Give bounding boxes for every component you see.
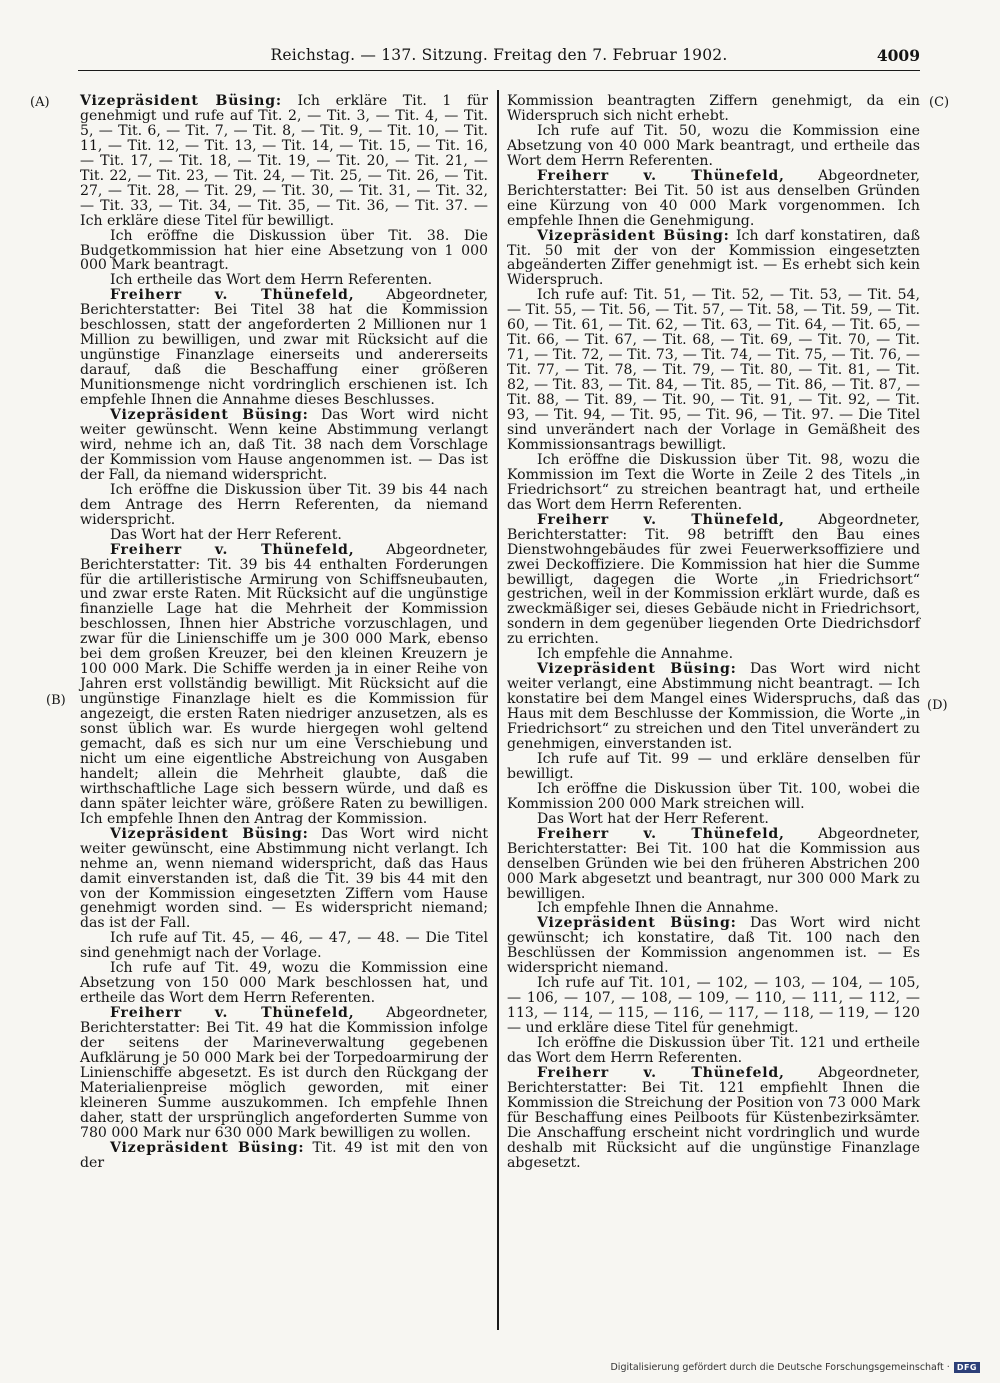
paragraph-text: Ich rufe auf: Tit. 51, — Tit. 52, — Tit. 53, — Tit. 54, — Tit. 55, — Tit. 56, — Tit. 57, — Tit. 58, — Tit. 59, — Tit. 60, — Tit. 61, — Tit. 62, — Tit. 63, — Tit. 64, — Tit. 65, — Tit. 66, — Tit. 67, — Tit. 68, — Tit. 69, — Tit. 70, — Tit. 71, — Tit. 72, — Tit. 73, — Tit. 74, — Tit. 75, — Tit. 76, — Tit. 77, — Tit. 78, — Tit. 79, — Tit. 80, — Tit. 81, — Tit. 82, — Tit. 83, — Tit. 84, — Tit. 85, — Tit. 86, — Tit. 87, — Tit. 88, — Tit. 89, — Tit. 90, — Tit. 91, — Tit. 92, — Tit. 93, — Tit. 94, — Tit. 95, — Tit. 96, — Tit. 97. — Die Titel sind unverändert nach der Vorlage in Gemäßheit des Kommissionsantrags bewilligt. [507, 287, 920, 453]
dfg-logo: DFG [954, 1362, 980, 1373]
speaker-name: Vizepräsident Büsing: [537, 915, 737, 932]
paragraph-text: Abgeordneter, Berichterstatter: Bei Tit. 100 hat die Kommission aus denselben Gründen wie bei den früheren Abstrichen 200 000 Mark abgesetzt und beantragt, nur 300 000 Mark zu bewilligen. [507, 825, 920, 902]
column-divider [497, 90, 499, 1330]
paragraph-text: Ich empfehle Ihnen die Annahme. [537, 900, 779, 917]
paragraph [80, 528, 488, 543]
paragraph-text: Ich rufe auf Tit. 49, wozu die Kommission eine Absetzung von 150 000 Mark beschlossen hat, und ertheile das Wort dem Herrn Referenten. [80, 960, 488, 1007]
paragraph [507, 288, 920, 452]
speaker-name: Freiherr v. Thünefeld, [537, 511, 785, 528]
paragraph [507, 916, 920, 976]
paragraph-text: Das Wort wird nicht weiter verlangt, eine Abstimmung nicht beantragt. — Ich konstatire bei dem Mangel eines Widerspruchs, daß das Haus mit dem Beschlusse der Kommission, die Worte „in Friedrichsort“ zu streichen und den Titel unverändert zu genehmigen, einverstanden ist. [507, 661, 920, 752]
speaker-name: Vizepräsident Büsing: [110, 825, 309, 842]
paragraph [80, 1141, 488, 1171]
paragraph-text: Ich darf konstatiren, daß Tit. 50 mit der von der Kommission eingesetzten abgeänderten Ziffer genehmigt ist. — Es erhebt sich kein Widerspruch. [507, 227, 920, 289]
paragraph [507, 647, 920, 662]
paragraph [507, 752, 920, 782]
speaker-name: Freiherr v. Thünefeld, [110, 287, 355, 304]
paragraph [507, 827, 920, 902]
speaker-name: Freiherr v. Thünefeld, [537, 167, 785, 184]
speaker-name: Freiherr v. Thünefeld, [110, 1005, 355, 1022]
paragraph [80, 229, 488, 274]
paragraph-text: Tit. 49 ist mit den von der [80, 1139, 488, 1171]
paragraph [507, 976, 920, 1036]
speaker-name: Vizepräsident Büsing: [80, 93, 282, 109]
footer [610, 1362, 980, 1373]
paragraph-text: Das Wort wird nicht weiter gewünscht. Wenn keine Abstimmung verlangt wird, nehme ich an, daß Tit. 38 nach dem Vorschlage der Kommission vom Hause angenommen ist. — Das ist der Fall, da niemand widerspricht. [80, 407, 488, 483]
paragraph [507, 812, 920, 827]
paragraph [507, 94, 920, 124]
paragraph-text: Ich eröffne die Diskussion über Tit. 38. Die Budgetkommission hat hier eine Absetzung von 1 000 000 Mark beantragt. [80, 227, 488, 274]
paragraph-text: Abgeordneter, Berichterstatter: Bei Tit. 49 hat die Kommission infolge der seitens der Marineverwaltung gegebenen Aufklärung je 50 000 Mark bei der Torpedoarmirung der Linienschiffe abgesetzt. Es ist durch den Rückgang der Materialienpreise möglich geworden, mit einer kleineren Summe auszukommen. Ich empfehle Ihnen daher, statt der ursprünglich angeforderten Summe von 780 000 Mark nur 630 000 Mark bewilligen zu wollen. [80, 1005, 488, 1141]
footer-credit: Digitalisierung gefördert durch die Deutsche Forschungsgemeinschaft · [610, 1362, 950, 1373]
paragraph-text: Ich rufe auf Tit. 50, wozu die Kommission eine Absetzung von 40 000 Mark beantragt, und ertheile das Wort dem Herrn Referenten. [507, 122, 920, 169]
paragraph [507, 1066, 920, 1171]
speaker-name: Vizepräsident Büsing: [110, 407, 309, 424]
margin-mark-d: (D) [927, 698, 948, 713]
paragraph [507, 1036, 920, 1066]
speaker-name: Freiherr v. Thünefeld, [537, 825, 785, 842]
paragraph-text: Ich ertheile das Wort dem Herrn Referenten. [110, 272, 433, 289]
paragraph [80, 273, 488, 288]
paragraph [507, 169, 920, 229]
margin-mark-c: (C) [929, 95, 950, 110]
paragraph-text: Ich rufe auf Tit. 101, — 102, — 103, — 104, — 105, — 106, — 107, — 108, — 109, — 110, — 111, — 112, — 113, — 114, — 115, — 116, — 117, — 118, — 119, — 120 — und erkläre diese Titel für genehmigt. [507, 975, 920, 1037]
paragraph-text: Das Wort wird nicht gewünscht; ich konstatire, daß Tit. 100 nach den Beschlüssen der Kommission angenommen ist. — Es widerspricht niemand. [507, 915, 920, 977]
paragraph [80, 408, 488, 483]
paragraph-text: Abgeordneter, Berichterstatter: Tit. 39 bis 44 enthalten Forderungen für die artilleristische Armirung von Schiffsneubauten, und zwar erste Raten. Mit Rücksicht auf die ungünstige finanzielle Lage hat die Mehrheit der Kommission beschlossen, Ihnen hier Abstriche vorzuschlagen, und zwar für die Linienschiffe um je 300 000 Mark, ebenso bei dem großen Kreuzer, bei den kleinen Kreuzern je 100 000 Mark. Die Schiffe werden ja in einer Reihe von Jahren erst vollständig bewilligt. Mit Rücksicht auf die ungünstige Finanzlage hielt es die Kommission für angezeigt, die ersten Raten niedriger anzusetzen, als es sonst üblich war. Es wurde hiergegen wohl geltend gemacht, daß es sich nur um eine Verschiebung und nicht um eine eigentliche Abstreichung von Ausgaben handelt; allein die Mehrheit glaubte, daß die wirthschaftliche Lage sich bessern würde, und daß es dann später leichter wäre, größere Raten zu bewilligen. Ich empfehle Ihnen den Antrag der Kommission. [80, 541, 488, 827]
page-number: 4009 [876, 46, 920, 65]
paragraph-text: Ich eröffne die Diskussion über Tit. 98, wozu die Kommission im Text die Worte in Zeile 2 des Titels „in Friedrichsort“ zu streichen beantragt hat, und ertheile das Wort dem Herrn Referenten. [507, 451, 920, 513]
paragraph [507, 782, 920, 812]
right-column [507, 94, 920, 1171]
speaker-name: Vizepräsident Büsing: [537, 661, 737, 678]
paragraph [507, 662, 920, 752]
margin-mark-a: (A) [30, 95, 50, 110]
page-header [78, 46, 920, 71]
paragraph [80, 1006, 488, 1141]
paragraph-text: Kommission beantragten Ziffern genehmigt, da ein Widerspruch sich nicht erhebt. [507, 93, 920, 124]
paragraph [507, 513, 920, 648]
paragraph [80, 961, 488, 1006]
paragraph-text: Ich rufe auf Tit. 99 — und erkläre denselben für bewilligt. [507, 750, 920, 782]
paragraph-text: Abgeordneter, Berichterstatter: Tit. 98 betrifft den Bau eines Dienstwohngebäudes für zwei Feuerwerksoffiziere und zwei Deckoffiziere. Die Kommission hat hier die Summe bewilligt, dagegen die Worte „in Friedrichsort“ gestrichen, weil in der Kommission erklärt wurde, daß es zweckmäßiger sei, dieses Gebäude nicht in Friedrichsort, sondern in dem gegenüber liegenden Orte Diedrichsdorf zu errichten. [507, 511, 920, 648]
paragraph [80, 543, 488, 827]
paragraph [80, 827, 488, 932]
paragraph [80, 483, 488, 528]
paragraph [80, 94, 488, 229]
paragraph [80, 931, 488, 961]
paragraph [507, 901, 920, 916]
paragraph [507, 229, 920, 289]
speaker-name: Vizepräsident Büsing: [537, 227, 730, 244]
speaker-name: Vizepräsident Büsing: [110, 1139, 305, 1156]
running-title: Reichstag. — 137. Sitzung. Freitag den 7. Februar 1902. [270, 46, 728, 64]
paragraph-text: Ich eröffne die Diskussion über Tit. 100, wobei die Kommission 200 000 Mark streichen will. [507, 780, 920, 812]
margin-mark-b: (B) [46, 693, 66, 708]
paragraph [507, 124, 920, 169]
speaker-name: Freiherr v. Thünefeld, [110, 541, 355, 558]
left-column [80, 94, 488, 1171]
paragraph-text: Abgeordneter, Berichterstatter: Bei Titel 38 hat die Kommission beschlossen, statt der angeforderten 2 Millionen nur 1 Million zu bewilligen, und zwar mit Rücksicht auf die ungünstige Finanzlage einerseits und andererseits darauf, daß die Beschaffung einer größeren Munitionsmenge nicht vordringlich erschienen ist. Ich empfehle Ihnen die Annahme dieses Beschlusses. [80, 287, 488, 409]
speaker-name: Freiherr v. Thünefeld, [537, 1064, 785, 1081]
paragraph-text: Abgeordneter, Berichterstatter: Bei Tit. 121 empfiehlt Ihnen die Kommission die Streichung der Position von 73 000 Mark für Beschaffung eines Peilboots für Küstenbezirksämter. Die Anschaffung erscheint nicht vordringlich und wurde deshalb mit Rücksicht auf die ungünstige Finanzlage abgesetzt. [507, 1064, 920, 1171]
paragraph-text: Das Wort hat der Herr Referent. [110, 526, 342, 543]
paragraph [507, 453, 920, 513]
paragraph [80, 288, 488, 408]
paragraph-text: Ich rufe auf Tit. 45, — 46, — 47, — 48. — Die Titel sind genehmigt nach der Vorlage. [80, 930, 488, 962]
paragraph-text: Ich eröffne die Diskussion über Tit. 39 bis 44 nach dem Antrage des Herrn Referenten, da niemand widerspricht. [80, 481, 488, 528]
paragraph-text: Das Wort hat der Herr Referent. [537, 810, 769, 827]
paragraph-text: Das Wort wird nicht weiter gewünscht, eine Abstimmung nicht verlangt. Ich nehme an, wenn niemand widerspricht, daß das Haus damit einverstanden ist, daß die Tit. 39 bis 44 mit den von der Kommission eingesetzten Ziffern vom Hause genehmigt worden sind. — Es widerspricht niemand; das ist der Fall. [80, 825, 488, 932]
paragraph-text: Ich erkläre Tit. 1 für genehmigt und rufe auf Tit. 2, — Tit. 3, — Tit. 4, — Tit. 5, — Tit. 6, — Tit. 7, — Tit. 8, — Tit. 9, — Tit. 10, — Tit. 11, — Tit. 12, — Tit. 13, — Tit. 14, — Tit. 15, — Tit. 16, — Tit. 17, — Tit. 18, — Tit. 19, — Tit. 20, — Tit. 21, — Tit. 22, — Tit. 23, — Tit. 24, — Tit. 25, — Tit. 26, — Tit. 27, — Tit. 28, — Tit. 29, — Tit. 30, — Tit. 31, — Tit. 32, — Tit. 33, — Tit. 34, — Tit. 35, — Tit. 36, — Tit. 37. — Ich erkläre diese Titel für bewilligt. [80, 93, 488, 229]
paragraph-text: Ich empfehle die Annahme. [537, 646, 734, 663]
paragraph-text: Ich eröffne die Diskussion über Tit. 121 und ertheile das Wort dem Herrn Referenten. [507, 1035, 920, 1066]
paragraph-text: Abgeordneter, Berichterstatter: Bei Tit. 50 ist aus denselben Gründen eine Kürzung von 40 000 Mark vorgenommen. Ich empfehle Ihnen die Genehmigung. [507, 167, 920, 229]
